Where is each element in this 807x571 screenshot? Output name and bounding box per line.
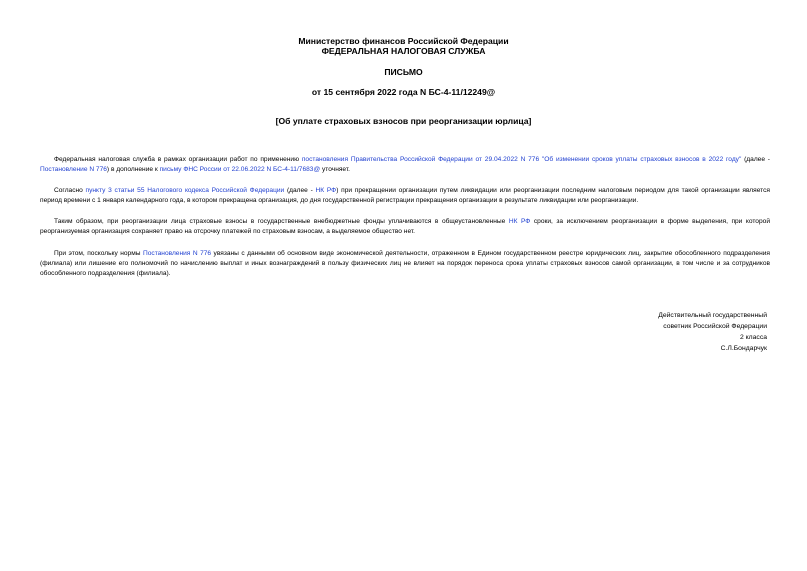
signature-block: [567, 310, 767, 354]
paragraph-3: [40, 217, 770, 237]
signature-line-3: 2 класса: [739, 334, 767, 341]
p4-text-2: увязаны с данными об основном виде экономической деятельности, отраженном в Едином государственном реестре юридических лиц, закрытие обособленного подразделения (филиала) или лишение его полномочий по начислению выплат и иных вознаграждений в пользу физических лиц не влияет на порядок переноса срока уплаты страховых взносов самой организации, в том числе и за сотрудников обособленного подразделения (филиала).: [40, 250, 770, 277]
p3-text-1: Таким образом, при реорганизации лица страховые взносы в государственные внебюджетные фонды уплачиваются в общеустановленные: [54, 218, 509, 225]
signature-line-2: советник Российской Федерации: [663, 323, 767, 330]
paragraph-1: [40, 155, 770, 175]
link-postanovlenie-776-2[interactable]: Постановления N 776: [142, 250, 212, 257]
p4-text-1: При этом, поскольку нормы: [54, 250, 143, 257]
link-postanovlenie-776-full[interactable]: постановления Правительства Российской Федерации от 29.04.2022 N 776 "Об изменении сроков уплаты страховых взносов в 2022 году": [301, 156, 742, 163]
p1-text-4: уточняет.: [320, 166, 350, 173]
paragraph-4: [40, 249, 770, 279]
p1-text-2: (далее -: [741, 156, 770, 163]
ministry-title: Министерство финансов Российской Федерации: [298, 36, 509, 46]
doc-date-number: от 15 сентября 2022 года N БС-4-11/12249@: [311, 87, 496, 97]
link-postanovlenie-776[interactable]: Постановление N 776: [40, 166, 107, 173]
p3-text-2: сроки, за исключением реорганизации в форме выделения, при которой реорганизуемая организация сохраняет право на отсрочку платежей по страховым взносам, а выделяемое общество нет.: [40, 218, 770, 235]
link-nk-rf-article-55[interactable]: пункту 3 статьи 55 Налогового кодекса Российской Федерации: [85, 187, 285, 194]
link-nk-rf-2[interactable]: НК РФ: [508, 218, 531, 225]
signature-line-1: Действительный государственный: [658, 312, 767, 319]
p2-text-3: ) при прекращении организации путем ликвидации или реорганизации последним налоговым периодом для такой организации является период времени с 1 января календарного года, в котором прекращена организация, до дня государственной регистрации прекращения организации в результате ликвидации или реорганизации.: [40, 187, 770, 204]
p2-text-1: Согласно: [54, 187, 86, 194]
link-nk-rf[interactable]: НК РФ: [315, 187, 337, 194]
link-pismo-fns[interactable]: письму ФНС России от 22.06.2022 N БС-4-11/7683@: [159, 166, 321, 173]
paragraph-2: [40, 186, 770, 206]
p1-text-1: Федеральная налоговая служба в рамках организации работ по применению: [54, 156, 302, 163]
p2-text-2: (далее -: [284, 187, 316, 194]
doc-subject: [Об уплате страховых взносов при реорганизации юрлица]: [275, 116, 532, 126]
service-title: ФЕДЕРАЛЬНАЯ НАЛОГОВАЯ СЛУЖБА: [321, 46, 486, 56]
p1-text-3: ) в дополнение к: [106, 166, 160, 173]
doc-type: ПИСЬМО: [384, 67, 423, 77]
signature-name: С.Л.Бондарчук: [720, 345, 767, 352]
